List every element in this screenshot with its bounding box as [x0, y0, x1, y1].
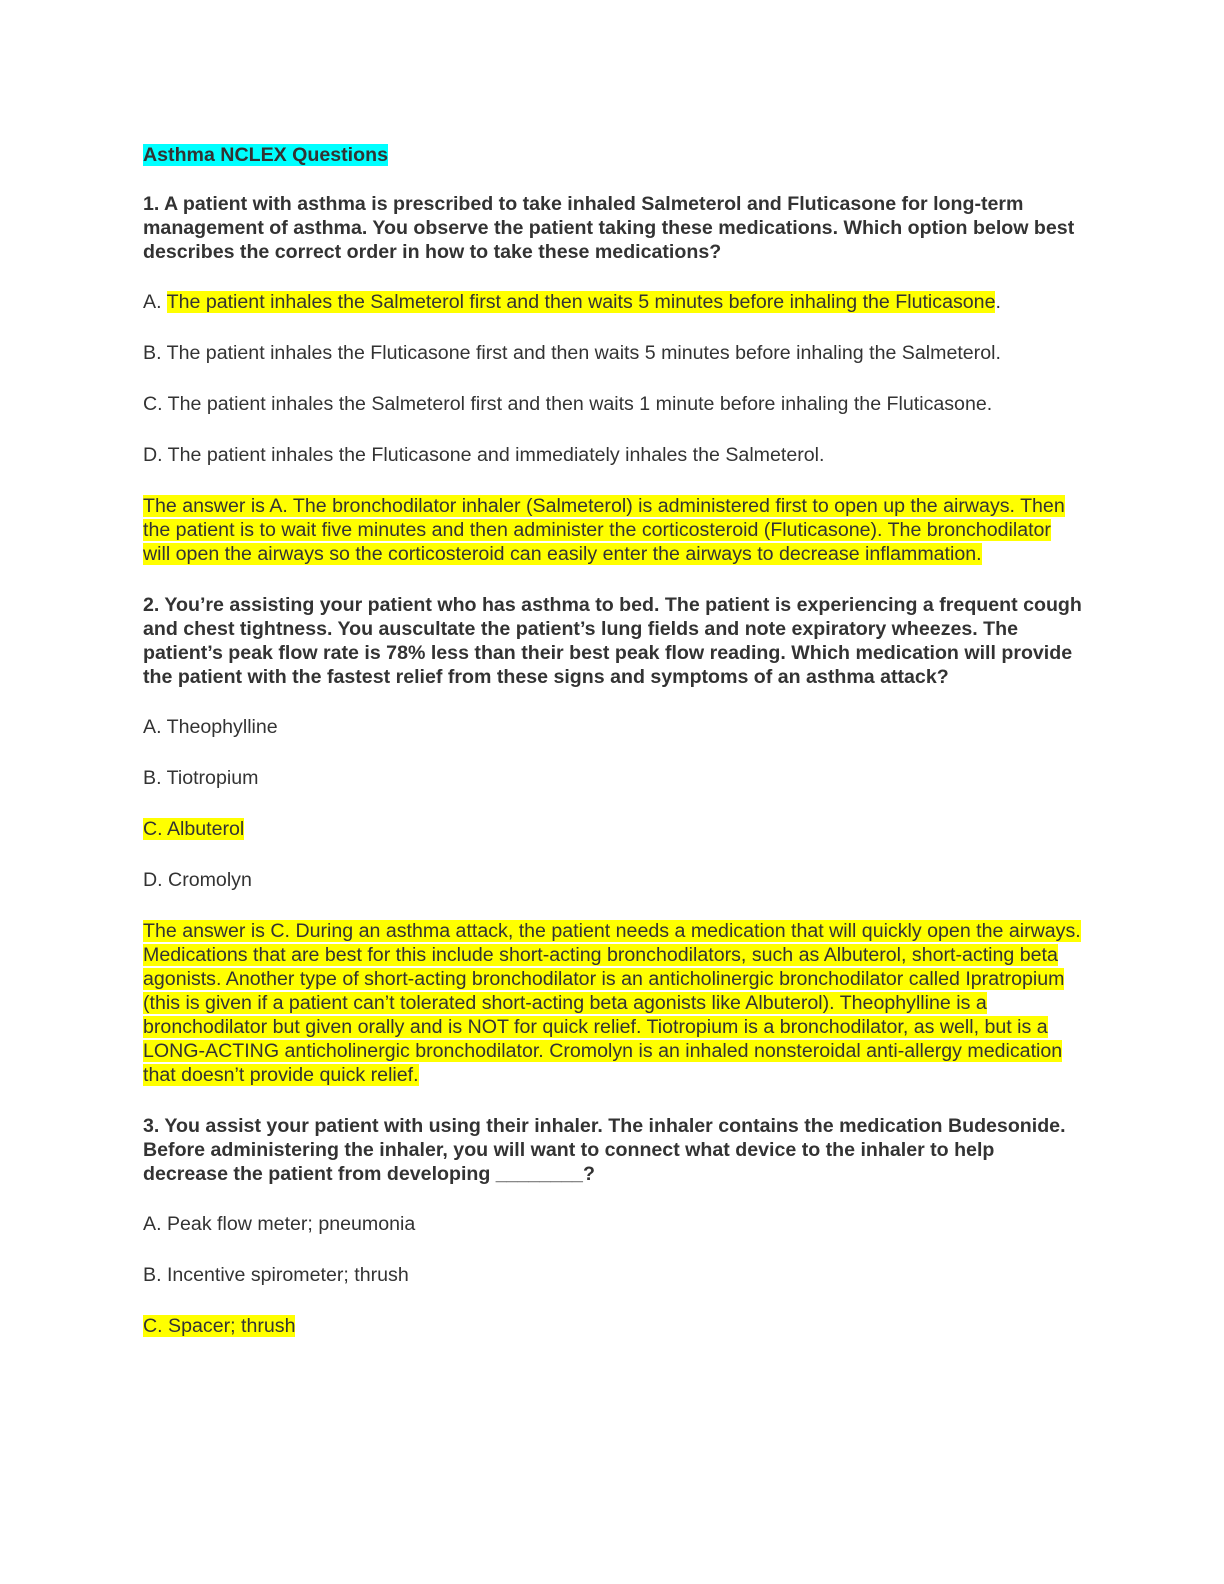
- question-2: 2. You’re assisting your patient who has asthma to bed. The patient is experiencing a frequent cough and chest tightness. You auscultate the patient’s lung fields and note expiratory wheezes. The patient’s peak flow rate is 78% less than their best peak flow reading. Which medication will provide the patient with the fastest relief from these signs and symptoms of an asthma attack?: [143, 594, 1082, 688]
- q3-option-c-text: C. Spacer; thrush: [143, 1315, 296, 1337]
- q1-option-a-suffix: .: [995, 291, 1001, 313]
- question-1: 1. A patient with asthma is prescribed to take inhaled Salmeterol and Fluticasone for long-term management of asthma. You observe the patient taking these medications. Which option below best describes the correct order in how to take these medications?: [143, 193, 1075, 263]
- document-title: [143, 143, 1083, 167]
- q2-option-d: D. Cromolyn: [143, 869, 252, 891]
- q3-option-a: A. Peak flow meter; pneumonia: [143, 1213, 416, 1235]
- q3-option-c: [143, 1314, 1083, 1338]
- q1-option-a-text: The patient inhales the Salmeterol first and then waits 5 minutes before inhaling the Fluticasone: [166, 291, 996, 313]
- q1-option-b: B. The patient inhales the Fluticasone first and then waits 5 minutes before inhaling the Salmeterol.: [143, 342, 1001, 364]
- q1-option-d: D. The patient inhales the Fluticasone and immediately inhales the Salmeterol.: [143, 444, 825, 466]
- q2-option-a: A. Theophylline: [143, 716, 278, 738]
- q1-answer-text: The answer is A. The bronchodilator inhaler (Salmeterol) is administered first to open up the airways. Then the patient is to wait five minutes and then administer the corticosteroid (Fluticasone). The bronchodilator will open the airways so the corticosteroid can easily enter the airways to decrease inflammation.: [143, 495, 1065, 565]
- q2-answer-text: The answer is C. During an asthma attack, the patient needs a medication that will quickly open the airways. Medications that are best for this include short-acting bronchodilators, such as Albuterol, short-acting beta agonists. Another type of short-acting bronchodilator is an anticholinergic bronchodilator called Ipratropium (this is given if a patient can’t tolerated short-acting beta agonists like Albuterol). Theophylline is a bronchodilator but given orally and is NOT for quick relief. Tiotropium is a bronchodilator, as well, but is a LONG-ACTING anticholinergic bronchodilator. Cromolyn is an inhaled nonsteroidal anti-allergy medication that doesn’t provide quick relief.: [143, 920, 1081, 1086]
- q2-option-c: [143, 817, 1083, 841]
- q2-option-b: B. Tiotropium: [143, 767, 259, 789]
- question-3: 3. You assist your patient with using their inhaler. The inhaler contains the medication Budesonide. Before administering the inhaler, you will want to connect what device to the inhaler to help decrease the patient from developing ________?: [143, 1115, 1066, 1185]
- q2-answer: [143, 919, 1083, 1087]
- q2-option-c-text: C. Albuterol: [143, 818, 245, 840]
- q1-option-a: [143, 290, 1083, 314]
- q1-option-c: C. The patient inhales the Salmeterol first and then waits 1 minute before inhaling the Fluticasone.: [143, 393, 993, 415]
- q1-answer: [143, 494, 1083, 566]
- q1-option-a-prefix: A.: [143, 291, 167, 313]
- q3-option-b: B. Incentive spirometer; thrush: [143, 1264, 409, 1286]
- title-text: Asthma NCLEX Questions: [143, 144, 388, 166]
- document-page: [143, 143, 1083, 1365]
